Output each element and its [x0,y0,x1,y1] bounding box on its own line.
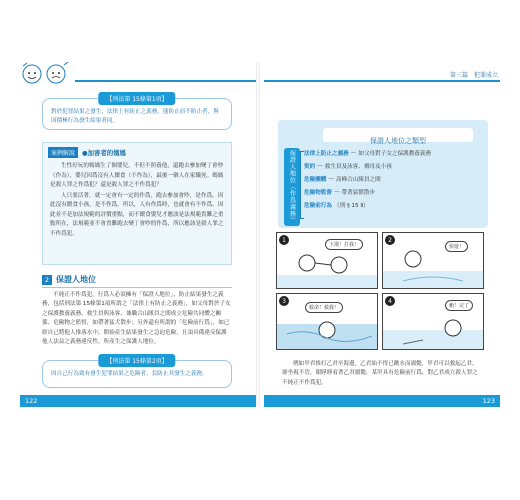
case-body [43,162,231,239]
diagram-item-value: 如父母對子女之保護教養義務 [358,150,432,157]
right-page-number: 123 [482,397,495,405]
comic-scene-2-icon [383,233,484,289]
comic-strip [276,232,486,352]
comic-panel [382,293,484,350]
panel-number: 2 [385,235,395,245]
book-spine [256,62,260,407]
left-page [20,62,256,407]
case-subtitle: ●加害者的媽媽 [82,149,126,157]
chapter-label: 第三篇 犯罪成立 [449,72,498,79]
diagram-item-value: 救生員及泳客、褓母及小孩 [324,163,392,170]
law-box-2-title: 【刑法第 15條第2項】 [98,354,175,367]
case-box [42,142,232,265]
comic-panel [276,232,378,289]
section-rule [42,287,232,288]
section-heading [42,274,96,285]
speech-bubble: 賴！完了 [445,300,473,311]
diagram-item: 契約 — 救生員及泳客、褓母及小孩 [304,162,392,170]
header-rule [75,80,256,82]
diagram-item-key: 危險物監督 [304,190,332,197]
diagram-item-value: 帶著猛獸散步 [341,190,376,197]
left-footer-bar [20,395,256,407]
law-box-1 [42,98,232,130]
case-header [43,143,231,162]
diagram-side-label: 保證人地位（作爲義務） [284,148,300,226]
cartoon-characters-icon [20,62,80,90]
law-box-2-text: 因自己行為致有發生犯罪結果之危險者，負防止其發生之義務。 [51,371,208,377]
section-title: 保證人地位 [56,275,96,284]
law-box-1-text: 對於犯罪結果之發生，法律上有防止之義務，能防止而不防止者，與因積極行為發生結果者同。 [51,109,219,124]
law-box-1-title: 【刑法第 15條第1項】 [98,92,175,105]
panel-number: 3 [279,296,289,306]
section-paragraph: 不純正不作爲犯，行爲人必須擁有「保證人地位」，防止結果發生之義務，包括刑法第 15條第1項所謂之「法律上有防止之義務」，如父母對於子女之保護教養義務、救生員與泳客、兼職合山隊員之間成立危險共同體之關係、危險物之監督，如帶著猛犬散步；另外還有所謂的「危險前行爲」，如已經自己將他人推落水中，開始產生結果發生之急迫危險，且須具備違反保護他人法益之義務違反性，所產生之保護人地位。 [42,292,231,346]
diagram-title: 保證人地位之類型 [370,137,426,145]
left-page-number: 122 [25,397,38,405]
diagram-item-key: 法律上防止之義務 [304,150,349,157]
diagram-item-key: 危險團體 [304,176,327,183]
law-box-2 [42,360,232,388]
caption-text: 例如甲君推打乙君至海邊，乙君始不得已跳水而溺斃，甲君可以救起乙君，卻坐視不管，眼睜睜看著乙君溺斃，某甲具有危險前行爲，對乙君成立殺人罪之不純正不作爲犯。 [282,361,478,386]
comic-scene-1-icon [277,233,378,289]
caption [282,360,482,388]
comic-panel [276,293,378,350]
case-paragraph-2: 人只要活著，就一定會有一定的作爲，跑去參加會吵，是作爲，因此沒有餵食小孩，是不作爲，所以，人有作爲時，也就會有不作爲。因此並不是加法規範的評價重點，而不餵食嬰兒才應該是法規範貴難之重點所在，法規範並不會責難跑去變丁會吵的作爲，所以應該是殺人罪之不作爲犯。 [50,192,224,237]
diagram-item-key: 契約 [304,163,316,170]
right-footer-bar [264,395,500,407]
diagram-item-value: （刑 § 15 Ⅱ） [333,203,369,210]
diagram-item: 法律上防止之義務 — 如父母對子女之保護教養義務 [304,149,432,157]
diagram-item: 危險團體 — 高峰合山隊員之間 [304,175,381,183]
case-tag: 案例解說 [48,147,78,158]
diagram-item: 危險物監督 — 帶著猛獸散步 [304,189,376,197]
speech-bubble: 救命！救我！ [305,302,343,313]
diagram-item-key: 危險前行為 [304,203,332,210]
panel-number: 1 [279,235,289,245]
case-paragraph-1: 生性好玩的媽媽生了個嬰兒，不但不照養他，還跑去參加變丁會吵（作為），嬰兒因爲沒有人餵食（不作為），最後一個人在家餓死。媽媽是殺人罪之作爲犯？還是殺人罪之不作爲犯？ [50,163,224,188]
diagram-title-box [323,128,473,145]
guarantor-diagram [278,120,488,228]
section-body [42,291,232,347]
speech-bubble: 下漢！打我！ [325,239,363,250]
section-number: 2 [42,275,52,285]
panel-number: 4 [385,296,395,306]
header-rule-right [264,80,500,82]
diagram-item [304,199,482,212]
diagram-item-value: 高峰合山隊員之間 [335,176,381,183]
right-page [264,62,500,407]
speech-bubble: 快遊！ [445,241,468,252]
comic-scene-3-icon [277,294,378,350]
diagram-list [304,146,482,212]
comic-panel [382,232,484,289]
comic-scene-4-icon [383,294,484,350]
